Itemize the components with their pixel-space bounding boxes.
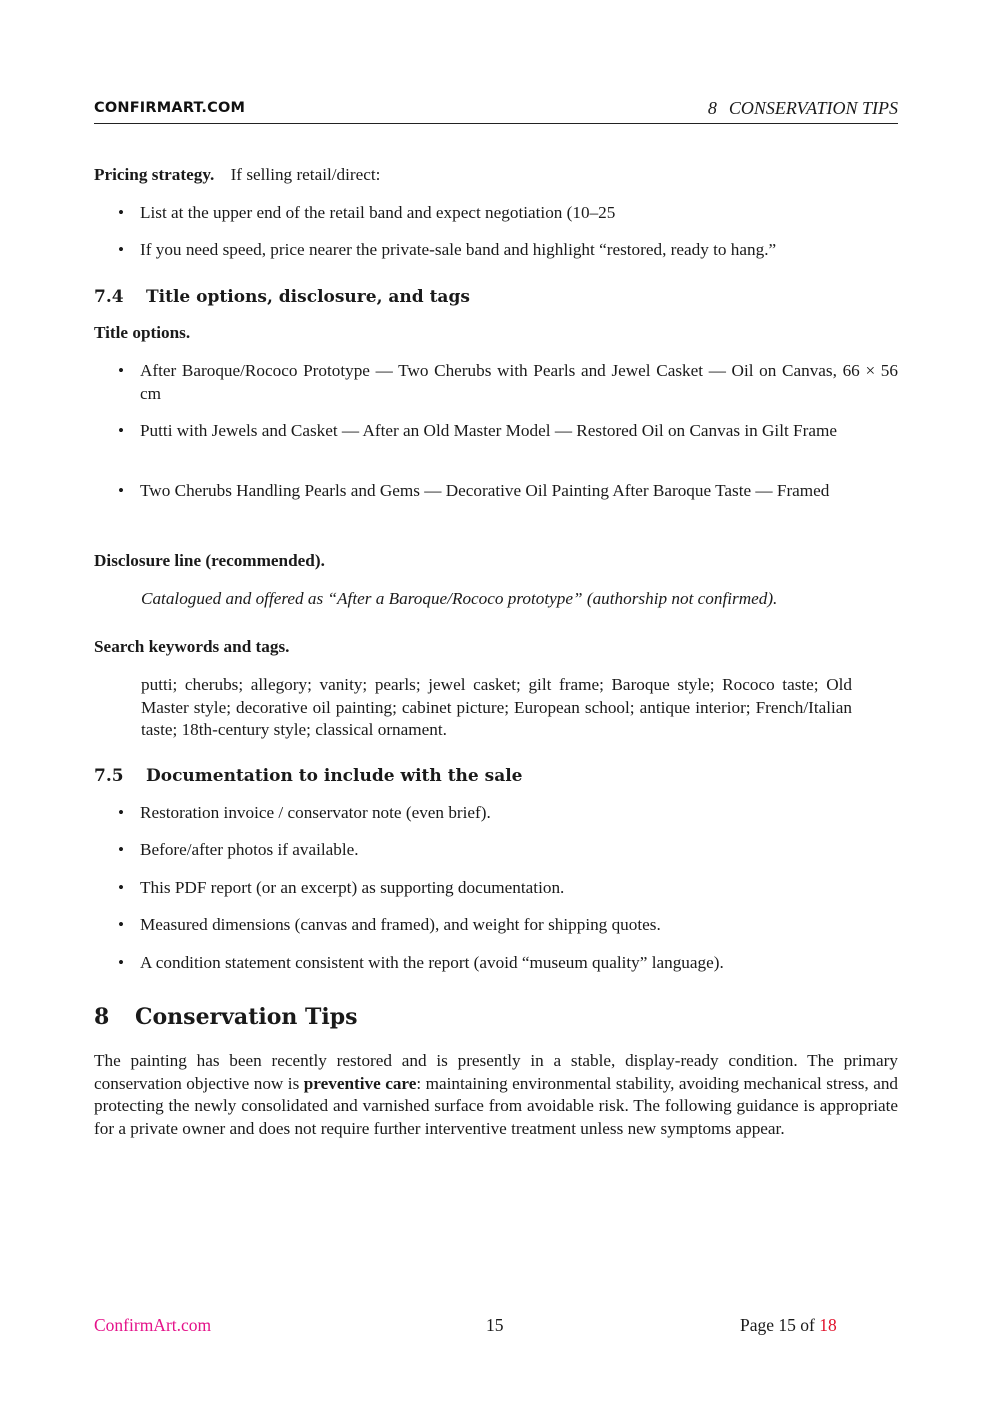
conservation-intro-paragraph: The painting has been recently restored and is presently in a stable, display-ready condition. The primary conservation objective now is preventive care: maintaining environmental stability, avoiding mechanical stress, and protecting the newly consolidated and varnished surface from avoidable risk. The following guidance is appropriate for a private owner and does not require further interventive treatment unless new symptoms appear.	[94, 1051, 899, 1138]
bullet-dot: •	[118, 915, 125, 934]
disclosure-line: Catalogued and offered as “After a Baroque/Rococo prototype” (authorship not confirmed).	[141, 589, 778, 608]
bullet-dot: •	[118, 361, 125, 380]
bullet-dot: •	[118, 240, 125, 259]
pricing-paragraph	[94, 164, 898, 187]
running-header	[94, 96, 898, 124]
subsection-7-5-heading: 7.5 Documentation to include with the sale	[94, 766, 523, 786]
footer-page-of: Page 15 of 18	[740, 1315, 837, 1335]
disclosure-heading: Disclosure line (recommended).	[94, 551, 325, 570]
bullet-dot: •	[118, 481, 125, 500]
confirmart-logo: CONFIRMART.COM	[94, 100, 246, 116]
bullet-dot: •	[118, 953, 125, 972]
bullet-dot: •	[118, 421, 125, 440]
section-8-heading: 8 Conservation Tips	[94, 1004, 358, 1030]
footer-last-page-link[interactable]: 18	[819, 1315, 837, 1335]
footer-site-link[interactable]: ConfirmArt.com	[94, 1315, 212, 1335]
footer-page-number: 15	[486, 1315, 504, 1335]
title-options-heading: Title options.	[94, 323, 191, 342]
keywords-block: putti; cherubs; allegory; vanity; pearls; jewel casket; gilt frame; Baroque style; Rococo taste; Old Master style; decorative oil painting; cabinet picture; European school; antique interior; French/Italian taste; 18th-century style; classical ornament.	[141, 675, 852, 739]
preventive-care-emphasis: preventive care	[303, 1073, 417, 1093]
running-section-title	[708, 98, 898, 119]
subsection-7-4-heading: 7.4 Title options, disclosure, and tags	[94, 287, 470, 307]
bullet-dot: •	[118, 203, 125, 222]
document-page: CONFIRMART.COM 8 CONSERVATION TIPS Pricing strategy. If selling retail/direct: • List at the upper end of the retail band and expect negotiation (10–25 • If you need speed, price nearer the private-sale band and highlight “restored, ready to hang.” 7.4 Title options, disclosure, and tags Title options. • After Baroque/Rococo Prototype — Two Cherubs with Pearls and Jewel Casket — Oil on Canvas, 66 × 56 cm • Putti with Jewels and Casket — After an Old Master Model — Restored Oil on Canvas in Gilt Frame • Two Cherubs Handling Pearls and Gems — Decorative Oil Painting After Baroque Taste — Framed Disclosure line (recommended). Catalogued and offered as “After a Baroque/Rococo prototype” (authorship not confirmed). Search keywords and tags. putti; cherubs; allegory; vanity; pearls; jewel casket; gilt frame; Baroque style; Rococo taste; Old Master style; decorative oil painting; cabinet picture; European school; antique interior; French/Italian taste; 18th-century style; classical ornament. 7.5 Documentation to include with the sale • Restoration invoice / conservator note (even brief). • Before/after photos if available. • This PDF report (or an excerpt) as supporting documentation. • Measured dimensions (canvas and framed), and weight for shipping quotes. • A condition statement consistent with the report (avoid “museum quality” language). 8 Conservation Tips The painting has been recently restored and is presently in a stable, display-ready condition. The primary conservation objective now is preventive care: maintaining environmental stability, avoiding mechanical stress, and protecting the newly consolidated and varnished surface from avoidable risk. The following guidance is appropriate for a private owner and does not require further interventive treatment unless new symptoms appear. ConfirmArt.com 15 Page 15 of 18	[94, 98, 899, 1335]
bullet-dot: •	[118, 803, 125, 822]
bullet-dot: •	[118, 878, 125, 897]
running-section-number: 8	[707, 98, 717, 118]
pricing-intro: If selling retail/direct:	[230, 165, 381, 184]
bullet-dot: •	[118, 840, 125, 859]
running-section-name: CONSERVATION TIPS	[728, 98, 898, 118]
pricing-heading: Pricing strategy.	[94, 165, 215, 184]
keywords-heading: Search keywords and tags.	[94, 637, 290, 656]
